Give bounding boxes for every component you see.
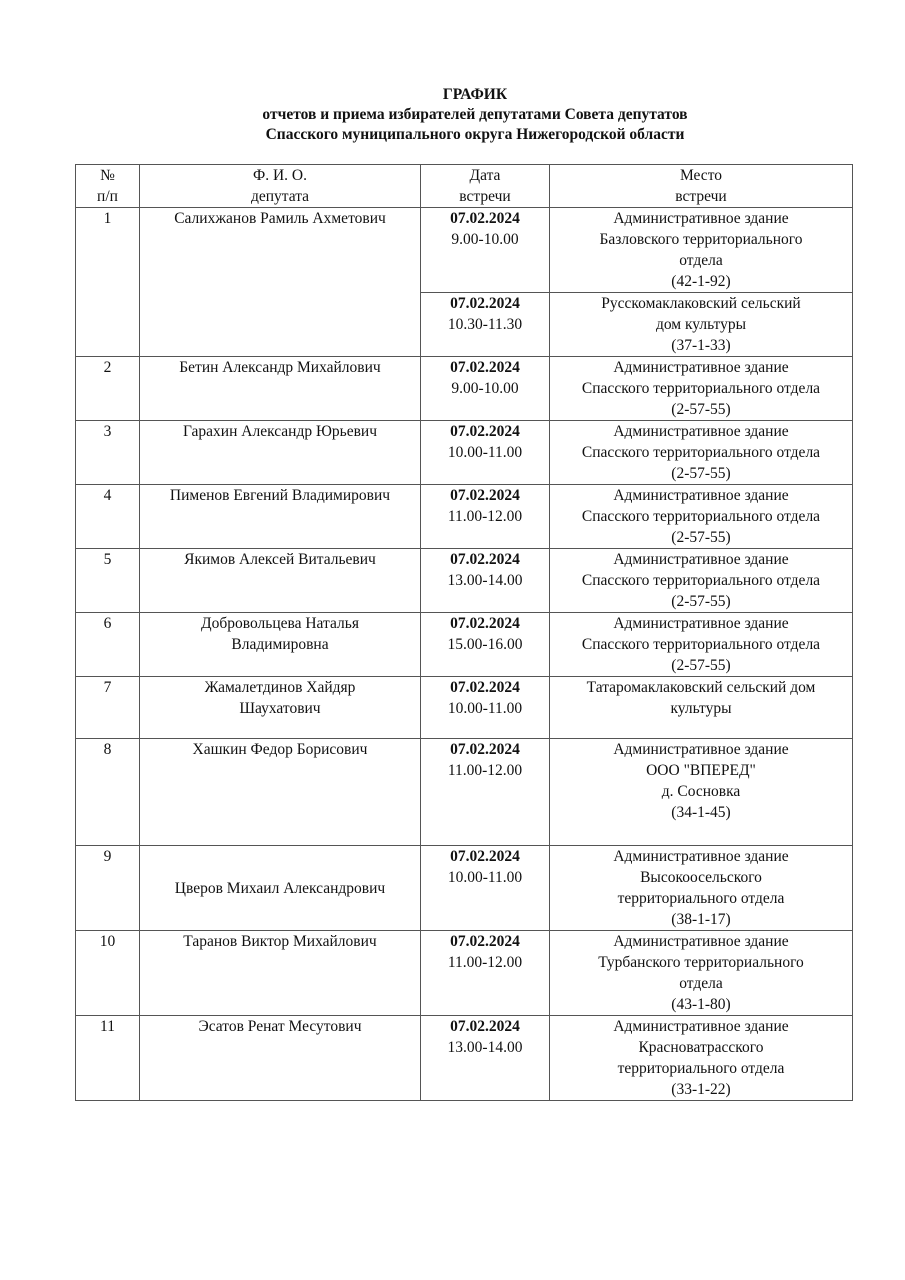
table-row xyxy=(76,931,853,1016)
meeting-place-line: д. Сосновка xyxy=(661,783,741,800)
meeting-place-line: (37-1-33) xyxy=(671,337,731,354)
meeting-time: 10.00-11.00 xyxy=(447,700,523,717)
cell-meeting-place xyxy=(550,208,853,293)
meeting-place-line: Административное здание xyxy=(613,423,789,440)
meeting-time: 10.00-11.00 xyxy=(447,444,523,461)
meeting-time: 15.00-16.00 xyxy=(447,636,523,653)
header-place-line: встречи xyxy=(675,188,727,205)
cell-meeting-place xyxy=(550,1016,853,1101)
meeting-place-line: Административное здание xyxy=(613,615,789,632)
cell-meeting-date xyxy=(421,293,550,357)
deputy-name-line: Добровольцева Наталья xyxy=(201,615,359,632)
cell-meeting-date xyxy=(421,357,550,421)
meeting-place-line: Спасского территориального отдела xyxy=(581,636,821,653)
table-row xyxy=(76,549,853,613)
meeting-place-line: Турбанского территориального xyxy=(598,954,804,971)
cell-meeting-place xyxy=(550,421,853,485)
header-place xyxy=(550,165,853,208)
meeting-date: 07.02.2024 xyxy=(450,359,520,376)
cell-meeting-place xyxy=(550,357,853,421)
meeting-time: 9.00-10.00 xyxy=(451,380,519,397)
row-number: 2 xyxy=(103,359,112,376)
deputy-name-line: Жамалетдинов Хайдяр xyxy=(204,679,356,696)
meeting-date: 07.02.2024 xyxy=(450,615,520,632)
meeting-place-line: культуры xyxy=(670,700,732,717)
meeting-place-line: Административное здание xyxy=(613,551,789,568)
cell-num xyxy=(76,485,140,549)
row-number: 5 xyxy=(103,551,112,568)
cell-num xyxy=(76,1016,140,1101)
meeting-place-line: (2-57-55) xyxy=(671,593,731,610)
cell-meeting-date xyxy=(421,549,550,613)
cell-deputy-name xyxy=(140,931,421,1016)
cell-deputy-name xyxy=(140,357,421,421)
meeting-date: 07.02.2024 xyxy=(450,551,520,568)
deputy-name-line: Бетин Александр Михайлович xyxy=(179,359,381,376)
meeting-place-line: территориального отдела xyxy=(617,1060,785,1077)
header-num xyxy=(76,165,140,208)
document-title xyxy=(0,85,905,145)
table-row xyxy=(76,677,853,739)
header-name-line: депутата xyxy=(250,188,310,205)
title-line-3: Спасского муниципального округа Нижегородской области xyxy=(265,126,685,143)
meeting-place-line: Спасского территориального отдела xyxy=(581,572,821,589)
cell-num xyxy=(76,739,140,846)
header-name-line: Ф. И. О. xyxy=(252,167,307,184)
row-number: 3 xyxy=(103,423,112,440)
meeting-place-line: Административное здание xyxy=(613,933,789,950)
meeting-place-line: Спасского территориального отдела xyxy=(581,380,821,397)
cell-deputy-name xyxy=(140,208,421,357)
meeting-place-line: (2-57-55) xyxy=(671,401,731,418)
meeting-place-line: (34-1-45) xyxy=(671,804,731,821)
table-row xyxy=(76,421,853,485)
meeting-time: 9.00-10.00 xyxy=(451,231,519,248)
meeting-place-line: Татаромаклаковский сельский дом xyxy=(586,679,816,696)
header-place-line: Место xyxy=(679,167,723,184)
cell-num xyxy=(76,549,140,613)
meeting-place-line: Административное здание xyxy=(613,210,789,227)
cell-num xyxy=(76,421,140,485)
deputy-name-line: Шаухатович xyxy=(239,700,321,717)
cell-meeting-place xyxy=(550,613,853,677)
meeting-place-line: (43-1-80) xyxy=(671,996,731,1013)
deputy-name-line: Гарахин Александр Юрьевич xyxy=(182,423,378,440)
meeting-place-line: ООО "ВПЕРЕД" xyxy=(646,762,756,779)
cell-meeting-date xyxy=(421,208,550,293)
row-number: 1 xyxy=(103,210,112,227)
deputy-name-line: Цверов Михаил Александрович xyxy=(174,879,386,897)
meeting-place-line: (2-57-55) xyxy=(671,465,731,482)
cell-meeting-date xyxy=(421,613,550,677)
meeting-place-line: Административное здание xyxy=(613,359,789,376)
meeting-date: 07.02.2024 xyxy=(450,741,520,758)
meeting-date: 07.02.2024 xyxy=(450,1018,520,1035)
meeting-place-line: Административное здание xyxy=(613,741,789,758)
meeting-time: 11.00-12.00 xyxy=(447,508,523,525)
header-date-line: Дата xyxy=(469,167,501,184)
meeting-date: 07.02.2024 xyxy=(450,679,520,696)
table-row xyxy=(76,846,853,931)
meeting-place-line: (38-1-17) xyxy=(671,911,731,928)
deputy-name-line: Эсатов Ренат Месутович xyxy=(198,1018,362,1035)
meeting-date: 07.02.2024 xyxy=(450,848,520,865)
cell-deputy-name xyxy=(140,485,421,549)
cell-num xyxy=(76,931,140,1016)
cell-meeting-date xyxy=(421,931,550,1016)
cell-deputy-name xyxy=(140,846,421,931)
meeting-place-line: (42-1-92) xyxy=(671,273,731,290)
meeting-place-line: Спасского территориального отдела xyxy=(581,444,821,461)
meeting-time: 13.00-14.00 xyxy=(447,572,523,589)
deputy-name-line: Пименов Евгений Владимирович xyxy=(169,487,391,504)
meeting-place-line: Административное здание xyxy=(613,487,789,504)
cell-deputy-name xyxy=(140,739,421,846)
meeting-place-line: дом культуры xyxy=(655,316,747,333)
meeting-place-line: (2-57-55) xyxy=(671,529,731,546)
cell-meeting-date xyxy=(421,677,550,739)
row-number: 4 xyxy=(103,487,112,504)
meeting-time: 13.00-14.00 xyxy=(447,1039,523,1056)
cell-num xyxy=(76,846,140,931)
deputy-name-line: Хашкин Федор Борисович xyxy=(192,741,368,758)
deputy-name-line: Якимов Алексей Витальевич xyxy=(184,551,376,568)
title-line-1: ГРАФИК xyxy=(442,86,508,103)
cell-meeting-place xyxy=(550,293,853,357)
table-row xyxy=(76,485,853,549)
cell-meeting-date xyxy=(421,1016,550,1101)
header-num-line: № xyxy=(100,167,115,184)
header-num-line: п/п xyxy=(97,188,118,205)
table-header-row xyxy=(76,165,853,208)
meeting-time: 10.00-11.00 xyxy=(447,869,523,886)
meeting-time: 11.00-12.00 xyxy=(447,954,523,971)
meeting-place-line: Административное здание xyxy=(613,1018,789,1035)
row-number: 7 xyxy=(103,679,112,696)
header-name xyxy=(140,165,421,208)
row-number: 6 xyxy=(103,615,112,632)
table-row xyxy=(76,739,853,846)
cell-meeting-place xyxy=(550,485,853,549)
meeting-place-line: Спасского территориального отдела xyxy=(581,508,821,525)
cell-deputy-name xyxy=(140,677,421,739)
meeting-place-line: отдела xyxy=(679,975,723,992)
deputy-name-line: Владимировна xyxy=(231,636,329,653)
meeting-time: 10.30-11.30 xyxy=(447,316,523,333)
row-number: 10 xyxy=(99,933,116,950)
cell-meeting-date xyxy=(421,485,550,549)
header-date-line: встречи xyxy=(459,188,511,205)
cell-num xyxy=(76,613,140,677)
table-row xyxy=(76,1016,853,1101)
meeting-date: 07.02.2024 xyxy=(450,933,520,950)
meeting-date: 07.02.2024 xyxy=(450,210,520,227)
schedule-body xyxy=(76,208,853,1101)
cell-meeting-place xyxy=(550,677,853,739)
meeting-place-line: Высокоосельского xyxy=(640,869,762,886)
meeting-place-line: территориального отдела xyxy=(617,890,785,907)
cell-meeting-place xyxy=(550,846,853,931)
table-row xyxy=(76,208,853,293)
cell-meeting-date xyxy=(421,846,550,931)
meeting-time: 11.00-12.00 xyxy=(447,762,523,779)
cell-deputy-name xyxy=(140,421,421,485)
meeting-place-line: Административное здание xyxy=(613,848,789,865)
header-date xyxy=(421,165,550,208)
row-number: 8 xyxy=(103,741,112,758)
meeting-place-line: (33-1-22) xyxy=(671,1081,731,1098)
meeting-place-line: Русскомаклаковский сельский xyxy=(601,295,801,312)
row-number: 9 xyxy=(103,848,112,865)
table-row xyxy=(76,357,853,421)
deputy-name-line: Салихжанов Рамиль Ахметович xyxy=(174,210,386,227)
meeting-place-line: отдела xyxy=(679,252,723,269)
title-line-2: отчетов и приема избирателей депутатами Совета депутатов xyxy=(262,106,688,123)
schedule-table xyxy=(75,164,853,1101)
cell-num xyxy=(76,357,140,421)
cell-meeting-place xyxy=(550,549,853,613)
meeting-date: 07.02.2024 xyxy=(450,487,520,504)
meeting-date: 07.02.2024 xyxy=(450,423,520,440)
cell-meeting-date xyxy=(421,421,550,485)
cell-num xyxy=(76,677,140,739)
row-number: 11 xyxy=(100,1018,115,1035)
cell-num xyxy=(76,208,140,357)
cell-deputy-name xyxy=(140,549,421,613)
meeting-place-line: (2-57-55) xyxy=(671,657,731,674)
deputy-name-line: Таранов Виктор Михайлович xyxy=(183,933,377,950)
cell-meeting-date xyxy=(421,739,550,846)
cell-deputy-name xyxy=(140,1016,421,1101)
cell-meeting-place xyxy=(550,739,853,846)
table-row xyxy=(76,613,853,677)
meeting-place-line: Базловского территориального xyxy=(599,231,803,248)
cell-meeting-place xyxy=(550,931,853,1016)
cell-deputy-name xyxy=(140,613,421,677)
meeting-date: 07.02.2024 xyxy=(450,295,520,312)
meeting-place-line: Красноватрасского xyxy=(638,1039,764,1056)
